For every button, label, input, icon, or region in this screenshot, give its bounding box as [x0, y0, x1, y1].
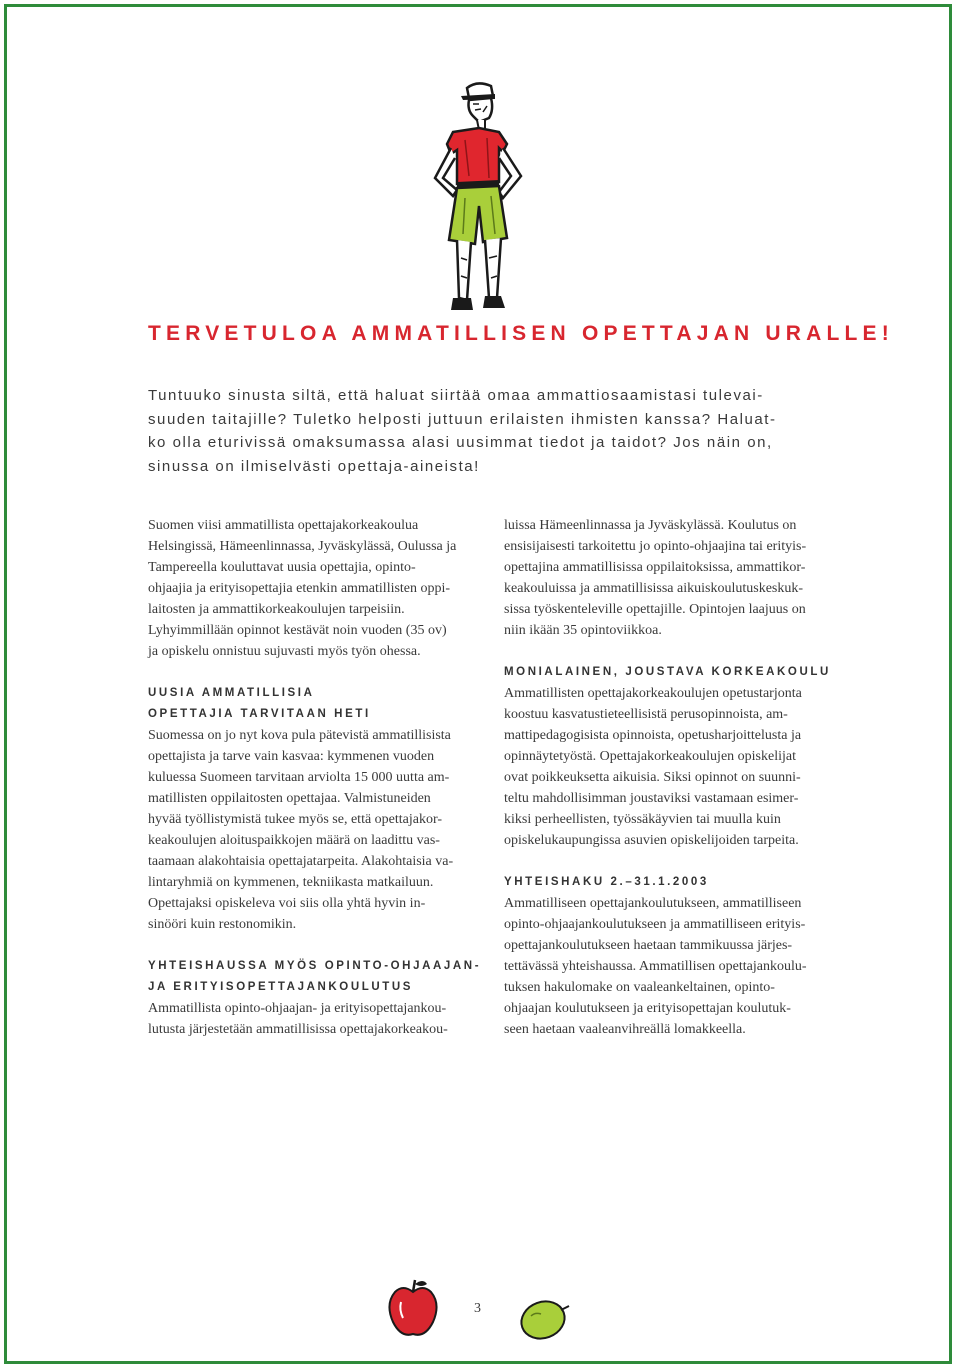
text-line: Lyhyimmillään opinnot kestävät noin vuoden (35 ov) — [148, 623, 447, 638]
text-line: opiskelukaupungissa asuvien opiskelijoiden tarpeita. — [504, 833, 799, 848]
text-line: Suomen viisi ammatillista opettajakorkeakoulua — [148, 518, 419, 533]
text-line: opinto-ohjaajankoulutukseen ja ammatilliseen erityis- — [504, 917, 806, 932]
text-line: keakoulujen aloituspaikkojen määrä on laadittu vas- — [148, 833, 440, 848]
left-column — [148, 515, 482, 1040]
lead-line: sinussa on ilmiselvästi opettaja-aineista! — [148, 457, 480, 475]
person-with-cap-illustration-icon — [395, 78, 555, 330]
text-line: Ammatilliseen opettajankoulutukseen, ammatilliseen — [504, 896, 802, 911]
section-heading-new-teachers — [148, 683, 478, 725]
heading-line: YHTEISHAUSSA MYÖS OPINTO-OHJAAJAN- — [148, 960, 482, 972]
text-line: laitosten ja ammattikorkeakoulujen tarpeisiin. — [148, 602, 405, 617]
lead-line: ko olla eturivissä omaksumassa alasi uusimmat tiedot ja taidot? Jos näin on, — [148, 434, 773, 451]
text-line: ovat poikkeuksetta aikuisia. Siksi opinnot on suunni- — [504, 770, 801, 785]
text-line: opettajina ammatillisissa oppilaitoksissa, ammattikor- — [504, 560, 806, 575]
continuation-paragraph — [504, 515, 834, 641]
text-line: ohjaajan koulutukseen ja erityisopettajan koulutuk- — [504, 1001, 791, 1016]
heading-line: JA ERITYISOPETTAJANKOULUTUS — [148, 981, 414, 993]
text-line: kuluessa Suomeen tarvitaan arviolta 15 000 uutta am- — [148, 770, 450, 785]
text-line: Ammatillisten opettajakorkeakoulujen opetustarjonta — [504, 686, 802, 701]
text-line: luissa Hämeenlinnassa ja Jyväskylässä. Koulutus on — [504, 518, 797, 533]
page-headline: TERVETULOA AMMATILLISEN OPETTAJAN URALLE! — [148, 322, 894, 345]
heading-line: UUSIA AMMATILLISIA — [148, 687, 315, 699]
text-line: mattipedagogisista opinnoista, opetusharjoittelusta ja — [504, 728, 802, 743]
section-body-flexible-college — [504, 683, 834, 851]
text-line: koostuu kasvatustieteellisistä perusopinnoista, am- — [504, 707, 788, 722]
text-line: kiksi perheellisten, työssäkäyvien tai muulla kuin — [504, 812, 781, 827]
text-line: taamaan alakohtaisia opettajatarpeita. Alakohtaisia va- — [148, 854, 454, 869]
text-line: seen haetaan vaaleanvihreällä lomakkeella. — [504, 1022, 746, 1037]
section-heading-joint-application — [148, 956, 482, 998]
page-number: 3 — [474, 1301, 481, 1316]
text-line: ohjaajia ja erityisopettajia etenkin ammatillisten oppi- — [148, 581, 451, 596]
text-line: matillisten oppilaitosten opettajaa. Valmistuneiden — [148, 791, 431, 806]
text-line: lutusta järjestetään ammatillisissa opettajakorkeakou- — [148, 1022, 448, 1037]
text-line: niin ikään 35 opintoviikkoa. — [504, 623, 662, 638]
heading-line: OPETTAJIA TARVITAAN HETI — [148, 708, 371, 720]
right-column — [504, 515, 834, 1040]
text-line: Tampereella kouluttavat uusia opettajia, opinto- — [148, 560, 416, 575]
text-line: teltu mahdollisimman joustaviksi vastamaan esimer- — [504, 791, 799, 806]
apple-icon — [389, 1280, 436, 1335]
lead-line: Tuntuuko sinusta siltä, että haluat siirtää omaa ammattiosaamistasi tulevai- — [148, 387, 764, 404]
text-line: sissa työskenteleville opettajille. Opintojen laajuus on — [504, 602, 806, 617]
text-line: tuksen hakulomake on vaaleankeltainen, opinto- — [504, 980, 775, 995]
text-line: ensisijaisesti tarkoitettu jo opinto-ohjaajina tai erityis- — [504, 539, 807, 554]
text-line: lintaryhmiä on kymmenen, tekniikasta matkailuun. — [148, 875, 434, 890]
text-line: keakouluissa ja ammatillisissa aikuiskoulutuskeskuk- — [504, 581, 804, 596]
section-body-new-teachers — [148, 725, 478, 935]
text-line: opinnäytetyöstä. Opettajakorkeakoulujen opiskelijat — [504, 749, 796, 764]
section-heading-application-dates: YHTEISHAKU 2.–31.1.2003 — [504, 876, 709, 888]
text-line: ja opiskelu onnistuu sujuvasti myös työn ohessa. — [148, 644, 421, 659]
section-body-application-dates — [504, 893, 834, 1040]
text-line: sinööri kuin restonomikin. — [148, 917, 297, 932]
text-line: tettävässä yhteishaussa. Ammatillisen opettajankoulu- — [504, 959, 807, 974]
text-line: Helsingissä, Hämeenlinnassa, Jyväskylässä, Oulussa ja — [148, 539, 457, 554]
text-line: opettajista ja tarve vain kasvaa: kymmenen vuoden — [148, 749, 435, 764]
section-body-joint-application — [148, 998, 478, 1040]
text-line: Suomessa on jo nyt kova pula pätevistä ammatillisista — [148, 728, 451, 743]
lime-icon — [516, 1296, 570, 1345]
lead-paragraph — [148, 384, 818, 478]
intro-paragraph — [148, 515, 478, 662]
text-line: Opettajaksi opiskeleva voi siis olla yhtä hyvin in- — [148, 896, 426, 911]
text-line: Ammatillista opinto-ohjaajan- ja erityisopettajankou- — [148, 1001, 447, 1016]
section-heading-flexible-college: MONIALAINEN, JOUSTAVA KORKEAKOULU — [504, 666, 831, 678]
text-line: opettajankoulutukseen haetaan tammikuussa järjes- — [504, 938, 793, 953]
text-line: hyvää työllistymistä tukee myös se, että opettajakor- — [148, 812, 443, 827]
lead-line: suuden taitajille? Tuletko helposti juttuun erilaisten ihmisten kanssa? Haluat- — [148, 410, 777, 428]
